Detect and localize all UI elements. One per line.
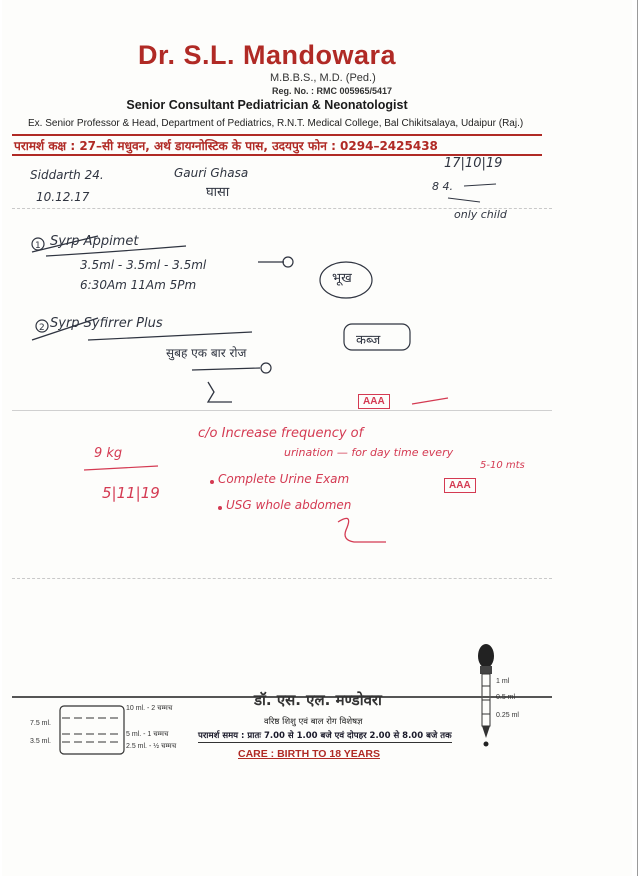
complaint-line-2: urination — for day time every xyxy=(284,446,454,459)
rx1-name: Syrp Appimet xyxy=(50,234,139,249)
rx2-number: 2 xyxy=(39,323,45,333)
care-tagline: CARE : BIRTH TO 18 YEARS xyxy=(238,748,380,760)
bullet xyxy=(210,480,214,484)
complaint-line-1: c/o Increase frequency of xyxy=(198,426,364,441)
patient-name-english: Gauri Ghasa xyxy=(174,166,249,180)
stamp-aaa: AAA xyxy=(444,478,476,493)
prescription-sheet xyxy=(2,0,632,876)
bullet xyxy=(218,506,222,510)
rx1-dose: 3.5ml - 3.5ml - 3.5ml xyxy=(80,258,207,272)
patient-name: Siddarth 24. xyxy=(30,168,104,182)
ex-position: Ex. Senior Professor & Head, Department of Pediatrics, R.N.T. Medical College, Bal Chikitsalaya, Udaipur (Raj.) xyxy=(28,118,524,129)
cup-label-2-5ml: 2.5 ml. - ½ चम्मच xyxy=(126,743,177,750)
clinic-address: परामर्श कक्ष : 27–सी मधुवन, अर्थ डायग्नोस्टिक के पास, उदयपुर फोन : 0294–2425438 xyxy=(14,139,438,153)
rx1-arrow-circle xyxy=(283,257,293,267)
doctor-name: Dr. S.L. Mandowara xyxy=(137,40,397,70)
rx1-underline xyxy=(46,246,186,256)
sibling-note: only child xyxy=(454,208,507,221)
rx2-note-box xyxy=(344,324,410,350)
rx2-arrow-circle xyxy=(261,363,271,373)
cup-label-5ml: 5 ml. - 1 चम्मच xyxy=(126,731,169,738)
dropper-label-1ml: 1 ml xyxy=(496,678,510,685)
weight-underline xyxy=(84,466,158,470)
consultation-timings: परामर्श समय : प्रातः 7.00 से 1.00 बजे एवं दोपहर 2.00 से 8.00 बजे तक xyxy=(198,731,452,741)
doctor-designation: Senior Consultant Pediatrician & Neonatologist xyxy=(126,98,408,112)
stamp-dash xyxy=(412,398,448,404)
dropper-label-0-5ml: 0.5 ml xyxy=(496,694,516,701)
rx1-strike xyxy=(32,236,98,252)
investigation-usg: USG whole abdomen xyxy=(226,498,352,512)
rx2-name: Syrp Syfirrer Plus xyxy=(50,316,163,331)
age-strike xyxy=(464,184,496,186)
age-strike xyxy=(448,198,480,202)
signature-mark xyxy=(208,382,232,402)
investigation-urine: Complete Urine Exam xyxy=(218,472,350,486)
doctor-degrees: M.B.B.S., M.D. (Ped.) xyxy=(270,72,376,84)
visit-date: 17|10|19 xyxy=(444,156,503,171)
first-visit-date: 10.12.17 xyxy=(36,190,90,204)
rx1-hindi-note: भूख xyxy=(332,271,352,286)
cup-label-3-5ml: 3.5 ml. xyxy=(30,738,52,745)
footer-doctor-name-hindi: डॉ. एस. एल. मण्डोवरा xyxy=(254,691,382,709)
signature-mark-red xyxy=(338,518,386,542)
cup-label-10ml: 10 ml. - 2 चम्मच xyxy=(126,705,173,712)
rx2-arrow xyxy=(192,368,260,370)
stamp-aaa: AAA xyxy=(358,394,390,409)
dropper-label-0-25ml: 0.25 ml xyxy=(496,712,519,719)
weight-note: 9 kg xyxy=(94,446,123,461)
complaint-line-3: 5-10 mts xyxy=(480,460,525,471)
patient-name-hindi: घासा xyxy=(206,185,230,200)
rx1-note-circle xyxy=(320,262,372,298)
rx2-instruction: सुबह एक बार रोज xyxy=(166,346,247,360)
rx2-underline xyxy=(88,332,252,340)
age-note: 8 4. xyxy=(432,180,453,193)
measuring-cup-icon xyxy=(60,706,124,754)
rx2-hindi-note: कब्ज xyxy=(356,333,381,348)
rx1-number: 1 xyxy=(35,241,41,251)
rx1-times: 6:30Am 11Am 5Pm xyxy=(80,278,197,292)
footer-designation-hindi: वरिष्ठ शिशु एवं बाल रोग विशेषज्ञ xyxy=(264,717,363,727)
cup-label-7-5ml: 7.5 ml. xyxy=(30,720,52,727)
pen-strokes xyxy=(2,0,640,876)
followup-date: 5|11|19 xyxy=(102,484,160,502)
registration-number: Reg. No. : RMC 005965/5417 xyxy=(272,86,393,96)
